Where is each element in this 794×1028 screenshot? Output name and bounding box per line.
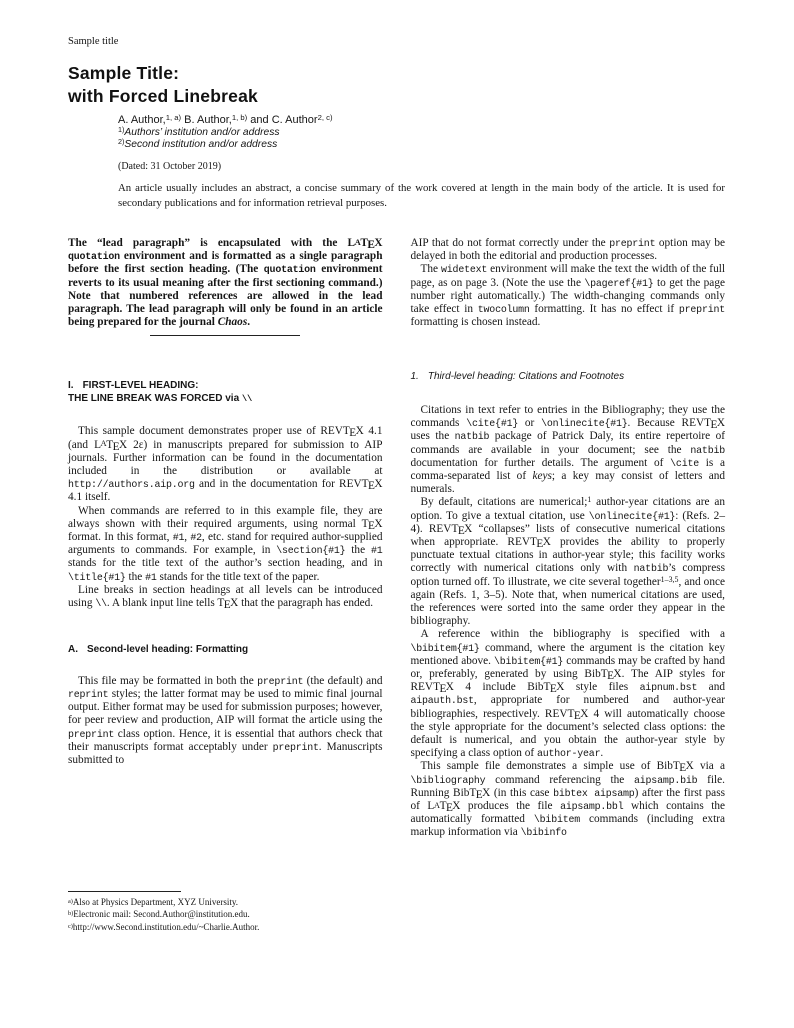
right-column [411,237,726,934]
section-heading-1 [68,380,383,405]
title-line-1: Sample Title: [68,63,180,83]
subsubsection-number: 1. [410,371,419,383]
paragraph: This file may be formatted in both the preprint (the default) and reprint styles; the latter format may be used to mimic final journal output. Either format may be used for submission purposes; however, for peer review and production, AIP will format the article using the preprint class option. Hence, it is essential that authors check that their manuscripts format acceptably under preprint. Manuscripts submitted to [68,674,383,766]
lead-paragraph: The “lead paragraph” is encapsulated with the LATEX quotation environment and is formatted as a single paragraph before the first section heading. (The quotation environment reverts to its usual meaning after the first sectioning command.) Note that numbered references are allowed in the lead paragraph. The lead paragraph will only be found in an article being prepared for the journal Chaos. [68,236,383,329]
paragraph: Line breaks in section headings at all levels can be introduced using \\. A blank input line tells TEX that the paragraph has ended. [68,583,383,612]
section-heading-line-1 [68,380,383,393]
paragraph: A reference within the bibliography is specified with a \bibitem{#1} command, where the argument is the citation key mentioned above. \bibitem{#1} commands may be crafted by hand or, preferably, generated by using BibTEX. The AIP styles for REVTEX 4 include BibTEX style files aipnum.bst and aipauth.bst, appropriate for numbered and author-year bibliographies, respectively. REVTEX 4 will automatically choose the style appropriate for the document’s selected class options: the default is numerical, and you obtain the author-year style by specifying a class option of author-year. [410,628,725,760]
title-line-2: with Forced Linebreak [68,86,258,106]
paragraph: This sample document demonstrates proper use of REVTEX 4.1 (and LATEX 2ε) in manuscripts prepared for submission to AIP journals. Further information can be found in the documentation included in the distribution or available at http://authors.aip.org and in the documentation for REVTEX 4.1 itself. [68,425,383,504]
paragraph: By default, citations are numerical;$^1$ author-year citations are an option. To give a textual citation, use \onlinecite{#1}: (Refs. 2–4). REVTEX “collapses” lists of consecutive numerical citations when appropriate. REVTEX provides the ability to properly punctuate textual citations in author-year style; this facility works correctly with numerical citations only with natbib’s compress option turned off. To illustrate, we cite several together$^{1-3,5}$, and once again (Refs. 1, 3–5). Note that, when numerical citations are used, the references were sorted into the same order they appear in the bibliography. [410,495,726,628]
paragraph: Citations in text refer to entries in the Bibliography; they use the commands \cite{#1} or \onlinecite{#1}. Because REVTEX uses the natbib package of Patrick Daly, its entire repertoire of commands are available in your document; see the natbib documentation for further details. The argument of \cite is a comma-separated list of keys; a key may consist of letters and numerals. [410,403,726,496]
section-heading-line-2: THE LINE BREAK WAS FORCED via \\ [68,392,253,404]
dated-line: (Dated: 31 October 2019) [118,161,222,172]
section-number: I. [68,380,74,392]
subsection-heading-A [68,644,383,657]
paper-title [68,62,725,108]
running-head: Sample title [68,36,119,47]
two-column-body [68,237,725,934]
subsubsection-heading-1 [411,371,726,384]
lead-paragraph-rule [150,335,300,336]
footnote-a: $^{a)}$Also at Physics Department, XYZ University. [68,896,239,907]
section-title: FIRST-LEVEL HEADING: [82,380,199,392]
affiliation-1: $^{1)}$Authors’ institution and/or address [118,125,280,138]
affiliation-2: $^{2)}$Second institution and/or address [118,136,278,150]
paragraph: When commands are referred to in this example file, they are always shown with their required arguments, using normal TEX format. In this format, #1, #2, etc. stand for required author-supplied arguments to commands. For example, in \section{#1} the #1 stands for the title text of the author’s section heading, and in \title{#1} the #1 stands for the title text of the paper. [68,504,383,583]
footnote-b: $^{b)}$Electronic mail: Second.Author@institution.edu. [68,909,250,919]
subsection-title: Second-level heading: Formatting [87,644,249,656]
abstract: An article usually includes an abstract, a concise summary of the work covered at length in the main body of the article. It is used for secondary publications and for information retrieval purposes. [118,182,725,209]
footnote-rule [68,891,181,892]
subsubsection-title: Third-level heading: Citations and Footnotes [427,371,625,383]
paragraph: AIP that do not format correctly under the preprint option may be delayed in both the editorial and production processes. [410,237,725,263]
subsection-number: A. [68,644,78,656]
footnote-block [68,891,383,935]
front-matter [68,114,725,211]
left-column [68,237,383,934]
paragraph: This sample file demonstrates a simple use of BibTEX via a \bibliography command referencing the aipsamp.bib file. Running BibTEX (in this case bibtex aipsamp) after the first pass of LATEX produces the file aipsamp.bbl which contains the automatically formatted \bibitem commands (including extra markup information via \bibinfo [410,760,726,839]
paragraph: The widetext environment will make the text the width of the full page, as on page 3. (Note the use the \pageref{#1} to get the page number right automatically.) The width-changing commands only take effect in twocolumn formatting. It has no effect if preprint formatting is chosen instead. [410,263,725,329]
author-byline: A. Author,$^{1, a)}$ B. Author,$^{1, b)}$ and C. Author$^{2, c)}$ [118,113,333,126]
footnote-c: $^{c)}$http://www.Second.institution.edu/~Charlie.Author. [68,921,260,932]
